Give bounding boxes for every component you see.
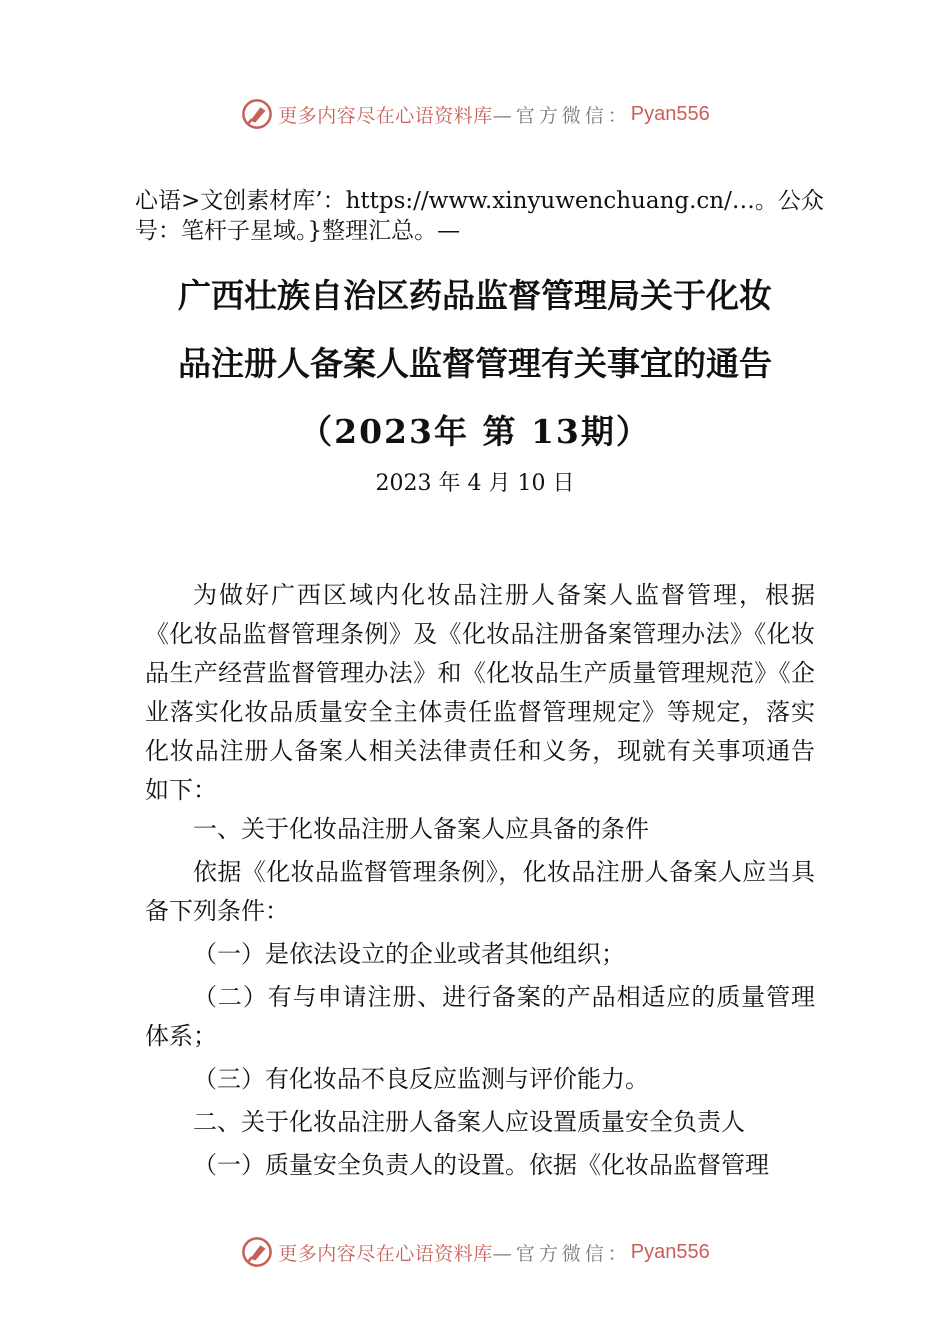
footer-watermark: [0, 1232, 950, 1272]
paragraph-intro: 为做好广西区域内化妆品注册人备案人监督管理，根据《化妆品监督管理条例》及《化妆品注册备案管理办法》《化妆品生产经营监督管理办法》和《化妆品生产质量管理规范》《企业落实化妆品质量安全主体责任监督管理规定》等规定，落实化妆品注册人备案人相关法律责任和义务，现就有关事项通告如下：: [145, 581, 815, 804]
source-note: 心语>文创素材库’：https://www.xinyuwenchuang.cn/…。公众号：笔杆子星域。}整理汇总。—: [135, 188, 824, 244]
document-body: [145, 576, 815, 1185]
document-title-line-1: 广西壮族自治区药品监督管理局关于化妆: [178, 276, 772, 315]
document-title-line-2: 品注册人备案人监督管理有关事宜的通告: [178, 344, 772, 383]
list-item: （二）有与申请注册、进行备案的产品相适应的质量管理体系；: [145, 983, 815, 1050]
document-issue-number: （2023年 第 13期）: [299, 412, 651, 451]
paragraph: （一）质量安全负责人的设置。依据《化妆品监督管理: [193, 1151, 769, 1179]
pen-nib-icon: [240, 97, 274, 131]
document-date: 2023 年 4 月 10 日: [375, 471, 575, 496]
watermark-sub: —官方微信：: [492, 104, 631, 127]
section-heading-2: 二、关于化妆品注册人备案人应设置质量安全负责人: [193, 1108, 745, 1136]
paragraph: 依据《化妆品监督管理条例》，化妆品注册人备案人应当具备下列条件：: [145, 858, 815, 925]
watermark-id: Pyan556: [630, 1240, 710, 1263]
watermark-sub: —官方微信：: [492, 1242, 631, 1265]
watermark-id: Pyan556: [630, 102, 710, 125]
pen-nib-icon: [240, 1235, 274, 1269]
watermark-text: 更多内容尽在心语资料库: [278, 104, 493, 127]
section-heading-1: 一、关于化妆品注册人备案人应具备的条件: [193, 815, 649, 843]
list-item: （一）是依法设立的企业或者其他组织；: [193, 940, 625, 968]
list-item: （三）有化妆品不良反应监测与评价能力。: [193, 1065, 649, 1093]
header-watermark: [0, 94, 950, 134]
watermark-text: 更多内容尽在心语资料库: [278, 1242, 493, 1265]
